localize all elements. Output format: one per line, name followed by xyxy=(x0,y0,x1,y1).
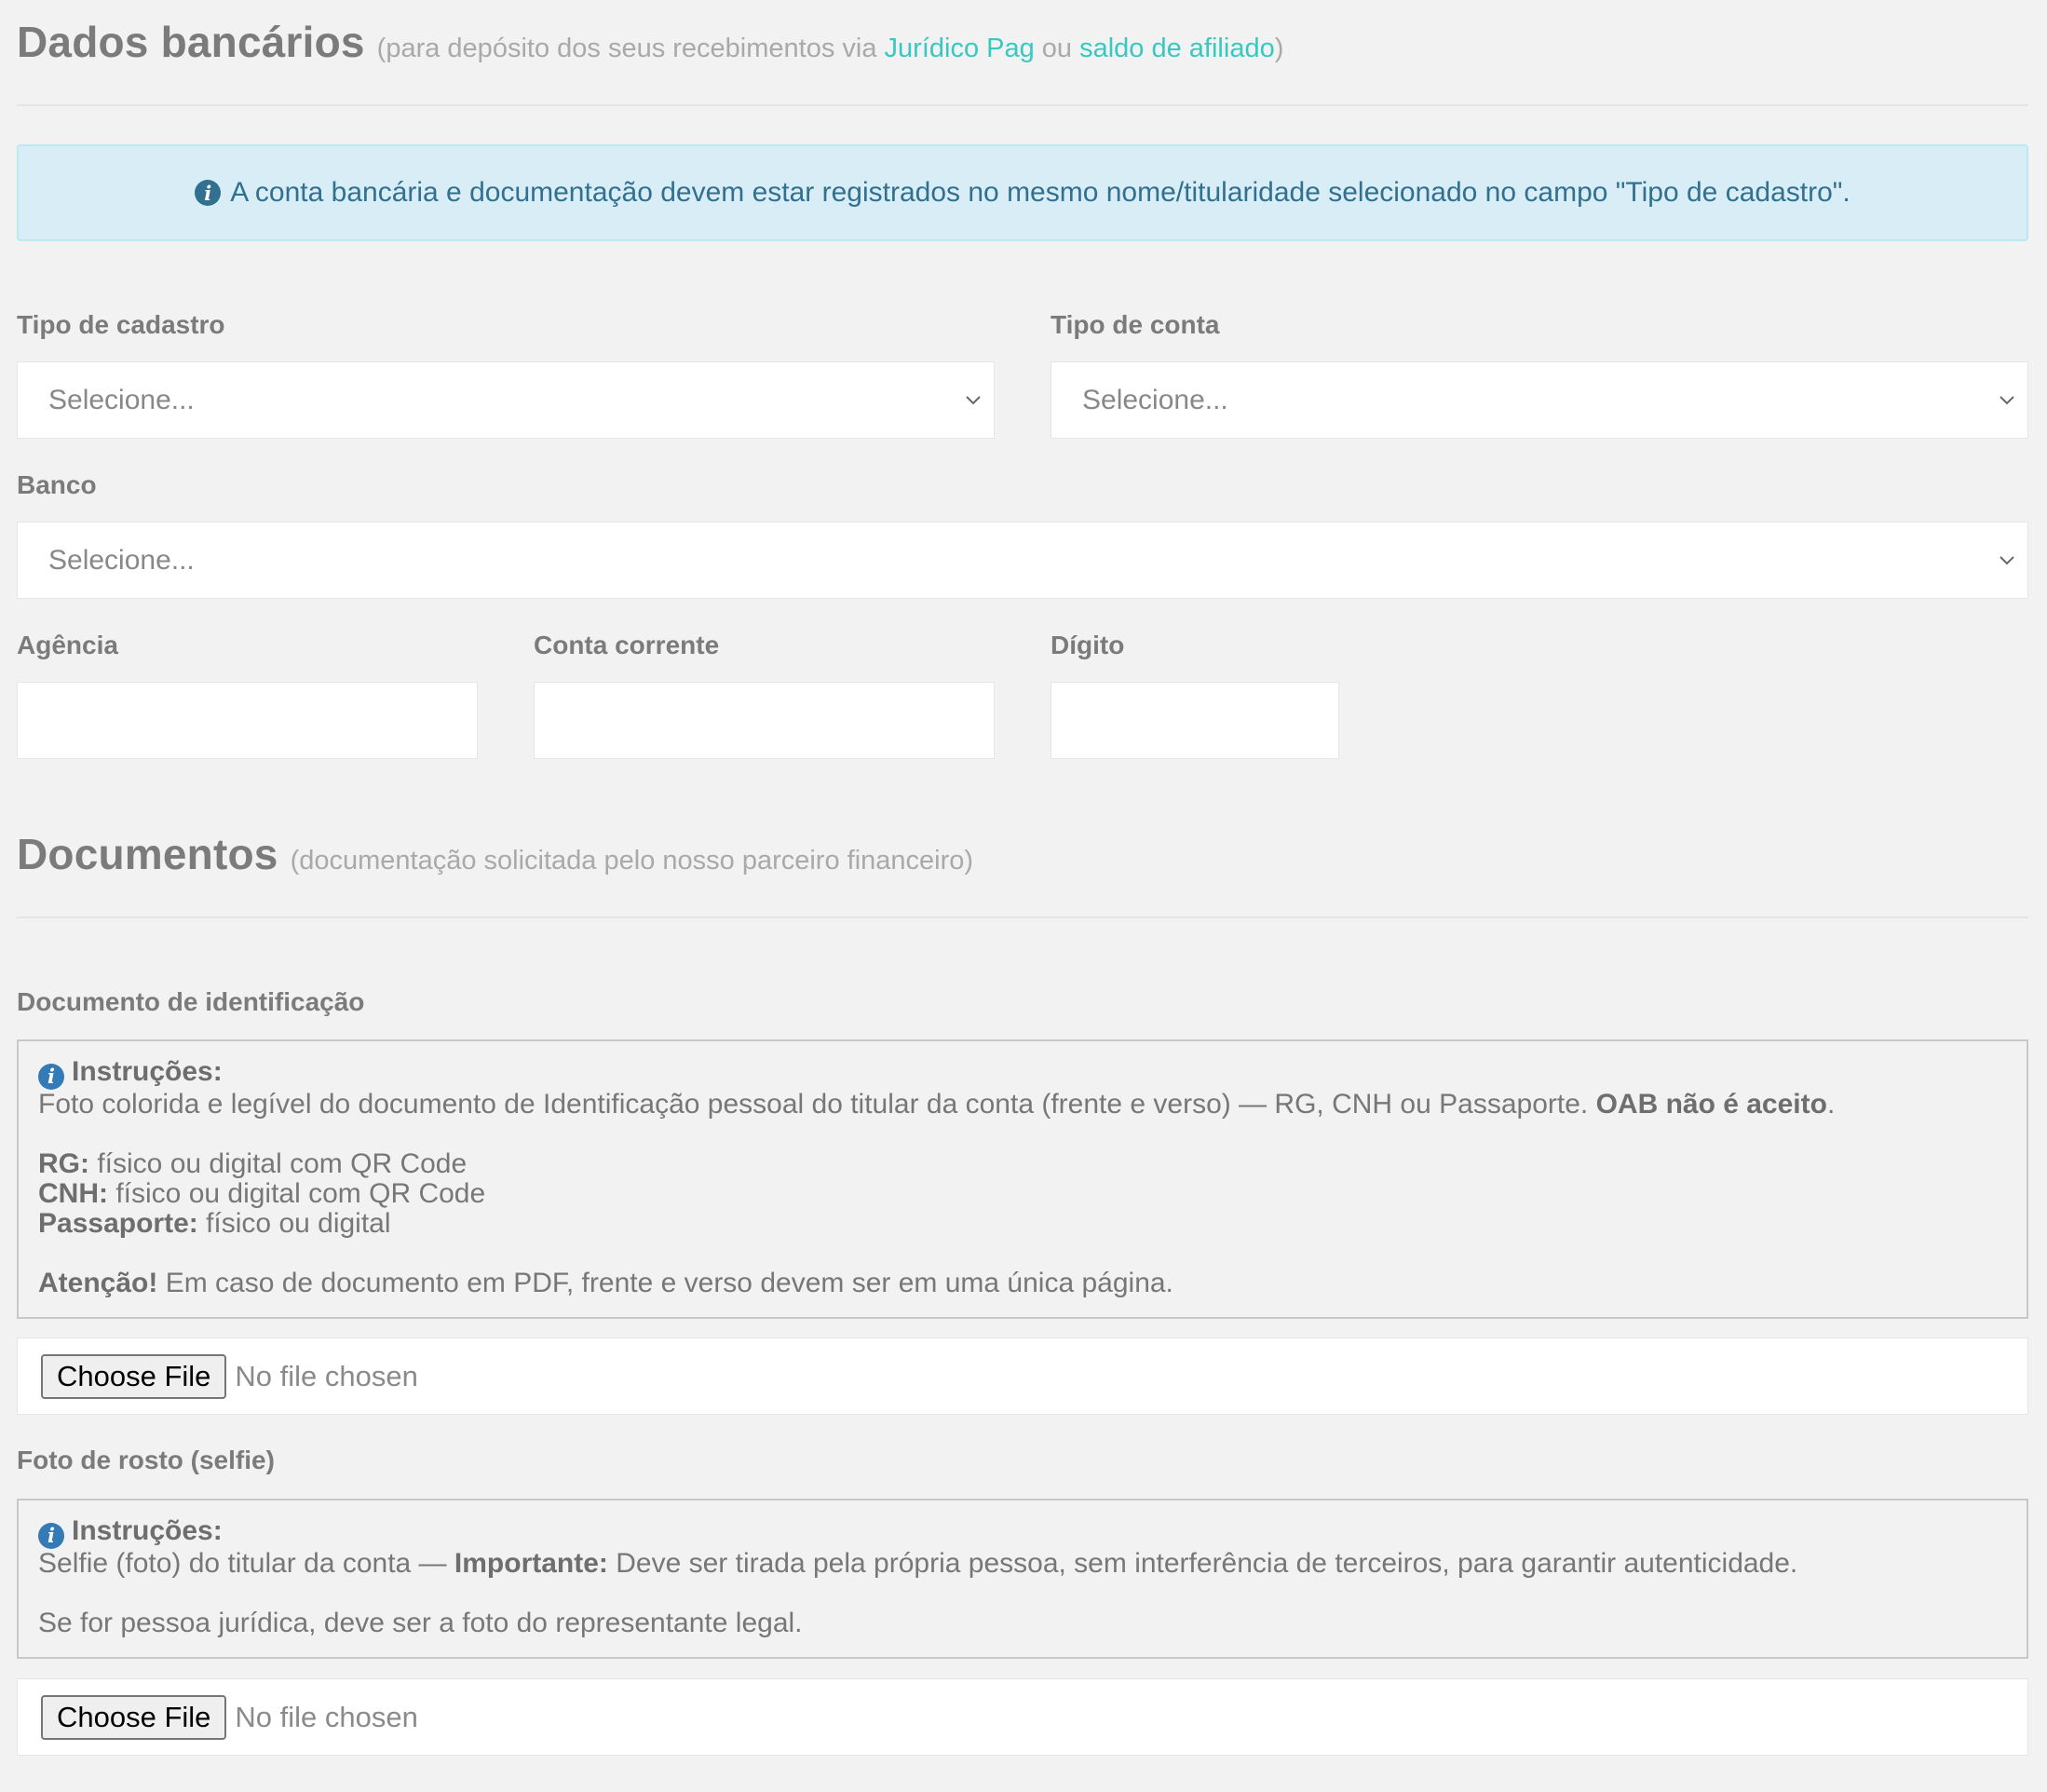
digito-label: Dígito xyxy=(1051,631,1125,659)
instructions-line: Se for pessoa jurídica, deve ser a foto do representante legal. xyxy=(38,1608,803,1638)
info-circle-icon: i xyxy=(38,1064,64,1090)
choose-file-button[interactable]: Choose File xyxy=(41,1695,226,1740)
bank-section-title xyxy=(17,17,1283,67)
tipo-cadastro-label: Tipo de cadastro xyxy=(17,310,225,339)
identificacao-file-input[interactable] xyxy=(17,1337,2028,1415)
banco-label: Banco xyxy=(17,470,97,499)
bank-subtitle: (para depósito dos seus recebimentos via Jurídico Pag ou saldo de afiliado) xyxy=(376,34,1284,63)
chevron-down-icon xyxy=(962,389,984,412)
selfie-instructions xyxy=(17,1499,2028,1659)
info-circle-icon: i xyxy=(38,1523,64,1549)
identificacao-instructions xyxy=(17,1039,2028,1319)
docs-title: Documentos xyxy=(17,830,278,878)
identificacao-label: Documento de identificação xyxy=(17,987,365,1016)
rg-line: RG: físico ou digital com QR Code xyxy=(38,1148,468,1179)
tipo-cadastro-value: Selecione... xyxy=(48,384,195,415)
docs-section-title xyxy=(17,829,973,879)
bank-divider xyxy=(17,104,2028,106)
instructions-line: Foto colorida e legível do documento de Identificação pessoal do titular da conta (frente e verso) — RG, CNH ou Passaporte. OAB não é aceito. xyxy=(38,1089,1836,1120)
info-circle-icon: i xyxy=(195,180,221,206)
selfie-file-input[interactable] xyxy=(17,1678,2028,1756)
chevron-down-icon xyxy=(1996,550,2018,572)
docs-divider xyxy=(17,916,2028,918)
conta-corrente-input[interactable] xyxy=(534,682,995,759)
file-status: No file chosen xyxy=(235,1359,418,1392)
file-status: No file chosen xyxy=(235,1700,418,1733)
alert-text: A conta bancária e documentação devem estar registrados no mesmo nome/titularidade selecionado no campo "Tipo de cadastro". xyxy=(230,177,1850,208)
tipo-conta-value: Selecione... xyxy=(1082,384,1228,415)
docs-subtitle: (documentação solicitada pelo nosso parceiro financeiro) xyxy=(290,846,974,876)
agencia-label: Agência xyxy=(17,631,118,659)
bank-title: Dados bancários xyxy=(17,18,365,66)
instructions-title: Instruções: xyxy=(72,1515,223,1546)
cnh-line: CNH: físico ou digital com QR Code xyxy=(38,1178,486,1209)
chevron-down-icon xyxy=(1996,389,2018,412)
agencia-input[interactable] xyxy=(17,682,478,759)
tipo-conta-select[interactable] xyxy=(1051,361,2028,439)
tipo-conta-label: Tipo de conta xyxy=(1051,310,1220,339)
saldo-afiliado-link[interactable]: saldo de afiliado xyxy=(1079,34,1275,63)
instructions-title: Instruções: xyxy=(72,1056,223,1087)
conta-corrente-label: Conta corrente xyxy=(534,631,720,659)
choose-file-button[interactable]: Choose File xyxy=(41,1354,226,1399)
instructions-line: Selfie (foto) do titular da conta — Importante: Deve ser tirada pela própria pessoa, sem interferência de terceiros, para garantir autenticidade. xyxy=(38,1548,1798,1579)
juridico-pag-link[interactable]: Jurídico Pag xyxy=(884,34,1035,63)
digito-input[interactable] xyxy=(1051,682,1339,759)
titularity-alert xyxy=(17,144,2028,241)
attention-line: Atenção! Em caso de documento em PDF, frente e verso devem ser em uma única página. xyxy=(38,1268,1173,1298)
banco-value: Selecione... xyxy=(48,544,195,576)
passaporte-line: Passaporte: físico ou digital xyxy=(38,1208,391,1239)
tipo-cadastro-select[interactable] xyxy=(17,361,995,439)
banco-select[interactable] xyxy=(17,522,2028,599)
selfie-label: Foto de rosto (selfie) xyxy=(17,1446,275,1474)
